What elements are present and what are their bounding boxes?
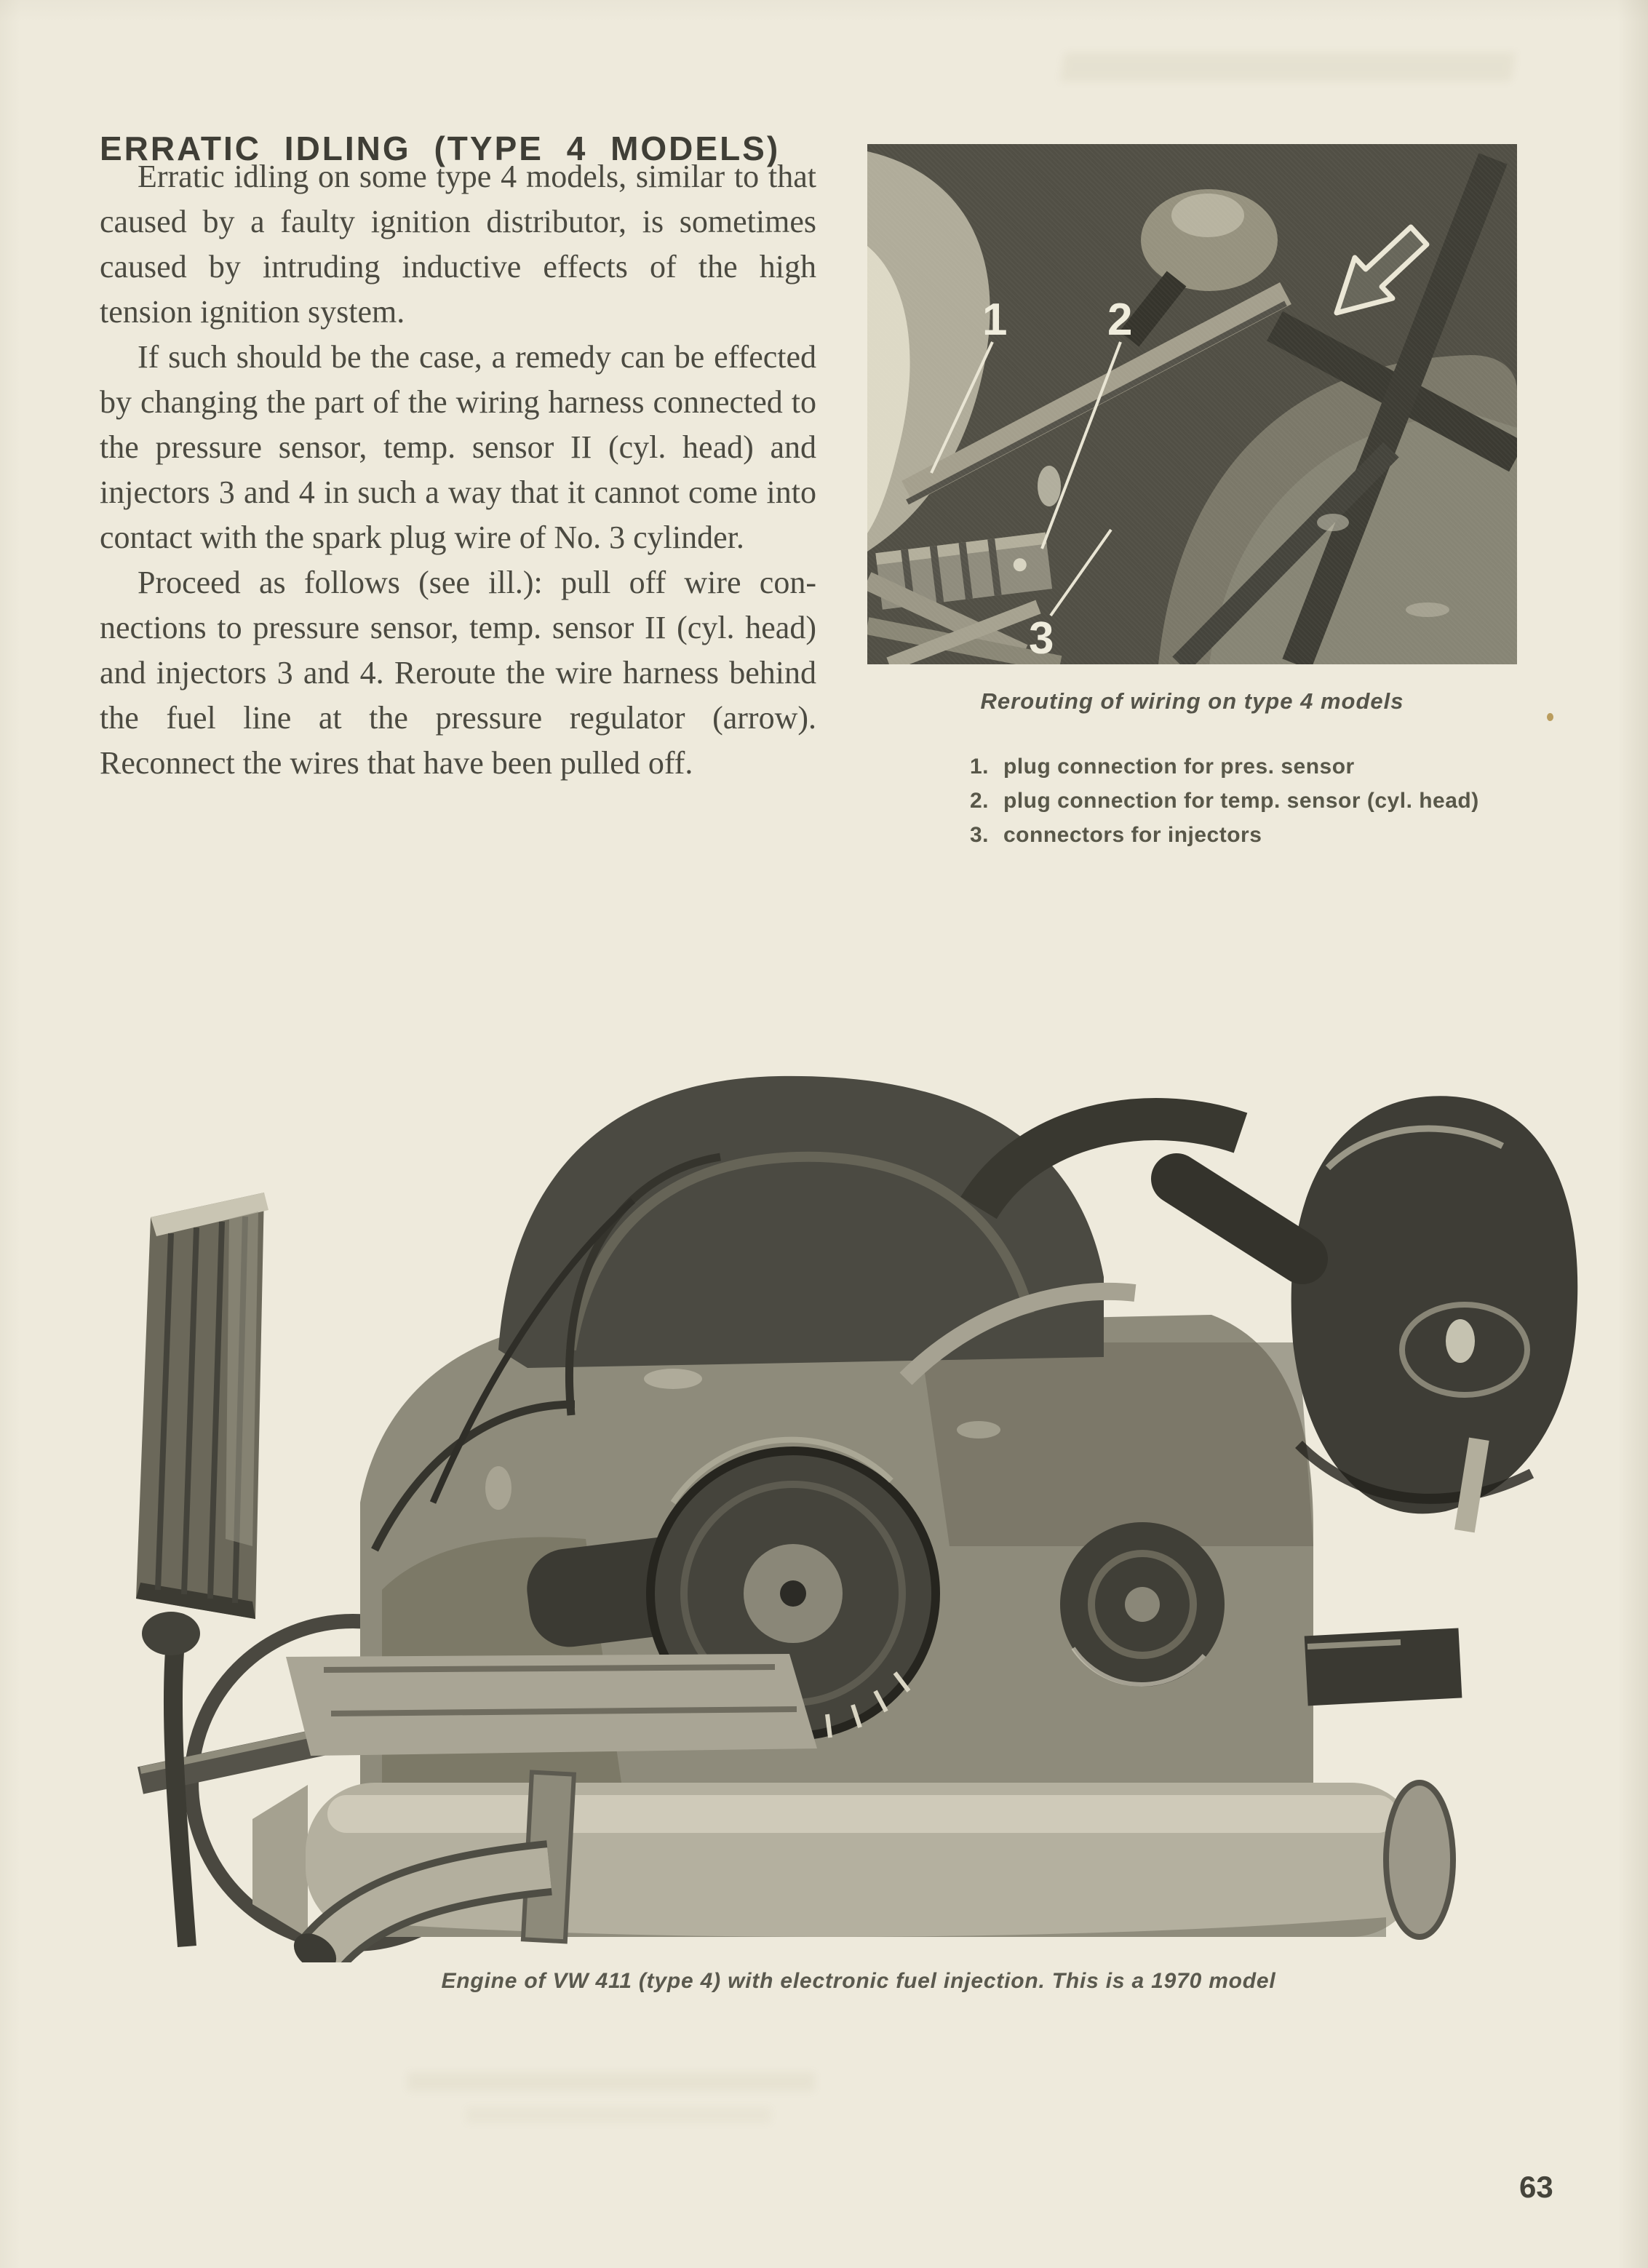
glint bbox=[1406, 602, 1449, 617]
regulator-stem bbox=[1129, 279, 1177, 339]
legend-item bbox=[970, 784, 1552, 818]
engine-block-shade bbox=[920, 1342, 1313, 1546]
paragraph: Proceed as follows (see ill.): pull off wire connections to pressure sensor, temp. sensor II (cyl. head) and injectors 3 and 4. Reroute the wire harness behind the fuel line at the pressure regulator (arrow). Reconnect the wires that have been pulled off. bbox=[100, 565, 816, 781]
oil-cooler bbox=[136, 1193, 268, 1619]
engine-photo-caption: Engine of VW 411 (type 4) with electronic fuel injection. This is a 1970 model bbox=[441, 1969, 1276, 1993]
regulator-cap bbox=[1171, 194, 1244, 237]
bleed-through-smudge bbox=[466, 2107, 771, 2123]
bleed-through-smudge bbox=[407, 2072, 815, 2091]
glint bbox=[644, 1369, 702, 1389]
legend-text: plug connection for pres. sensor bbox=[1003, 755, 1355, 779]
page-title: ERRATIC IDLING (TYPE 4 MODELS) bbox=[100, 129, 781, 167]
page-number: 63 bbox=[1519, 2170, 1553, 2204]
glint bbox=[1038, 466, 1061, 506]
photo-label-2: 2 bbox=[1107, 295, 1133, 345]
glint bbox=[1317, 514, 1349, 531]
wiring-photo-caption: Rerouting of wiring on type 4 models bbox=[980, 688, 1404, 714]
legend-text: plug connection for temp. sensor (cyl. head) bbox=[1003, 789, 1479, 813]
legend-text: connectors for injectors bbox=[1003, 823, 1262, 847]
photo-legend bbox=[970, 749, 1552, 852]
heat-exchanger bbox=[286, 1654, 817, 1756]
legend-item bbox=[970, 818, 1552, 852]
cooler-knob bbox=[142, 1612, 200, 1655]
arrow-icon bbox=[1337, 227, 1427, 313]
paragraph: Erratic idling on some type 4 models, similar to that caused by a faulty ignition distributor, is sometimes caused by intruding inductive effects of the high tension ignition system. bbox=[100, 159, 816, 330]
leader-line-3 bbox=[1051, 530, 1111, 616]
fan-shroud bbox=[498, 1076, 1104, 1368]
engine-photo-art bbox=[120, 1037, 1597, 1962]
paragraph: If such should be the case, a remedy can be effected by changing the part of the wiring harness connected to the pressure sensor, temp. sensor II (cyl. head) and injectors 3 and 4 in such a way that it cannot come into contact with the spark plug wire of No. 3 cylinder. bbox=[100, 339, 816, 555]
leader-line-2 bbox=[1042, 342, 1120, 549]
engine-photo bbox=[120, 1037, 1597, 1962]
cooler-stand-pipe bbox=[173, 1652, 187, 1946]
paper-speck bbox=[1547, 713, 1553, 721]
legend-number: 3. bbox=[970, 823, 990, 847]
legend-number: 2. bbox=[970, 789, 990, 813]
glint bbox=[485, 1466, 511, 1510]
article-body bbox=[100, 154, 816, 786]
glint bbox=[957, 1421, 1000, 1439]
legend-item bbox=[970, 749, 1552, 784]
legend-number: 1. bbox=[970, 755, 990, 779]
photo-label-1: 1 bbox=[982, 295, 1008, 345]
wiring-photo-art bbox=[867, 144, 1517, 664]
photo-label-3: 3 bbox=[1029, 613, 1054, 664]
alternator-pulley bbox=[1060, 1522, 1225, 1687]
bumper-stub bbox=[1305, 1628, 1462, 1706]
wiring-photo bbox=[867, 144, 1517, 664]
bleed-through-smudge bbox=[1060, 52, 1516, 81]
